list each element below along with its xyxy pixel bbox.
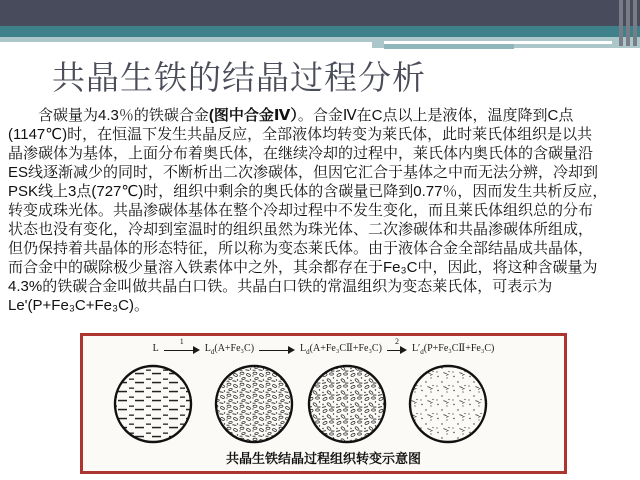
body-line: 4.3%的铁碳合金叫做共晶白口铁。共晶白口铁的常温组织为变态莱氏体，可表示为 <box>8 278 553 295</box>
body-line: 含碳量为4.3％的铁碳合金(图中合金Ⅳ）。合金Ⅳ在C点以上是液体，温度降到C点 <box>8 107 574 124</box>
structure-circle-ledeburite-2 <box>309 366 385 442</box>
structure-circle-ledeburite-1 <box>216 366 292 442</box>
header-teal-bar <box>0 26 640 37</box>
reaction-arrow-icon: 1 <box>164 344 200 356</box>
body-line: Le'(P+Fe₃C+Fe₃C)。 <box>8 297 149 314</box>
corner-stripe-icon <box>619 0 623 46</box>
structure-circle-liquid <box>115 366 191 442</box>
reaction-arrow-icon <box>259 344 295 356</box>
body-line: 晶渗碳体为基体，上面分布着奥氏体，在继续冷却的过程中，莱氏体内奥氏体的含碳量沿 <box>8 145 594 162</box>
structure-circle-transformed <box>410 366 486 442</box>
body-text <box>8 106 638 315</box>
slide-title: 共晶生铁的结晶过程分析 <box>52 59 426 96</box>
microstructure-circles <box>83 360 564 448</box>
body-line: (1147℃)时，在恒温下发生共晶反应，全部液体均转变为莱氏体，此时莱氏体组织是以共 <box>8 126 593 143</box>
header-mid-teal-strip <box>384 44 514 49</box>
formula-transformed-ledeburite: $L'_d(P+Fe_3CⅡ+Fe_3C)$ <box>411 343 495 356</box>
phase-formula-row <box>83 336 564 356</box>
body-line: 状态也没有变化，冷却到室温时的组织虽然为珠光体、二次渗碳体和共晶渗碳体所组成， <box>8 221 594 238</box>
header-dark-bar <box>0 0 640 26</box>
body-line: 转变成珠光体。共晶渗碳体基体在整个冷却过程中不发生变化，而且莱氏体组织总的分布 <box>8 202 594 219</box>
diagram-caption: 共晶生铁结晶过程组织转变示意图 <box>225 451 421 466</box>
diagram-box <box>80 333 567 474</box>
formula-ledeburite-secondary: $L_d(A+Fe_3CⅡ+Fe_3C)$ <box>300 343 382 356</box>
formula-ledeburite: $L_d(A+Fe_3C)$ <box>204 343 255 356</box>
body-line: 而合金中的碳除极少量溶入铁素体中之外，其余都存在于Fe₃C中，因此，将这种含碳量为 <box>8 259 598 276</box>
body-line: PSK线上3点(727℃)时，组织中剩余的奥氏体的含碳量已降到0.77％，因而发生共析反应， <box>8 183 608 200</box>
body-line: 但仍保持着共晶体的形态特征，所以称为变态莱氏体。由于液体合金全部结晶成共晶体， <box>8 240 594 257</box>
body-line: ES线逐渐减少的同时，不断析出二次渗碳体，但因它汇合于基体之中而无法分辨，冷却到 <box>8 164 599 181</box>
corner-stripe-icon <box>633 0 637 46</box>
corner-stripe-icon <box>626 0 630 46</box>
reaction-arrow-icon: 2 <box>387 344 407 356</box>
formula-liquid: L <box>152 343 159 354</box>
